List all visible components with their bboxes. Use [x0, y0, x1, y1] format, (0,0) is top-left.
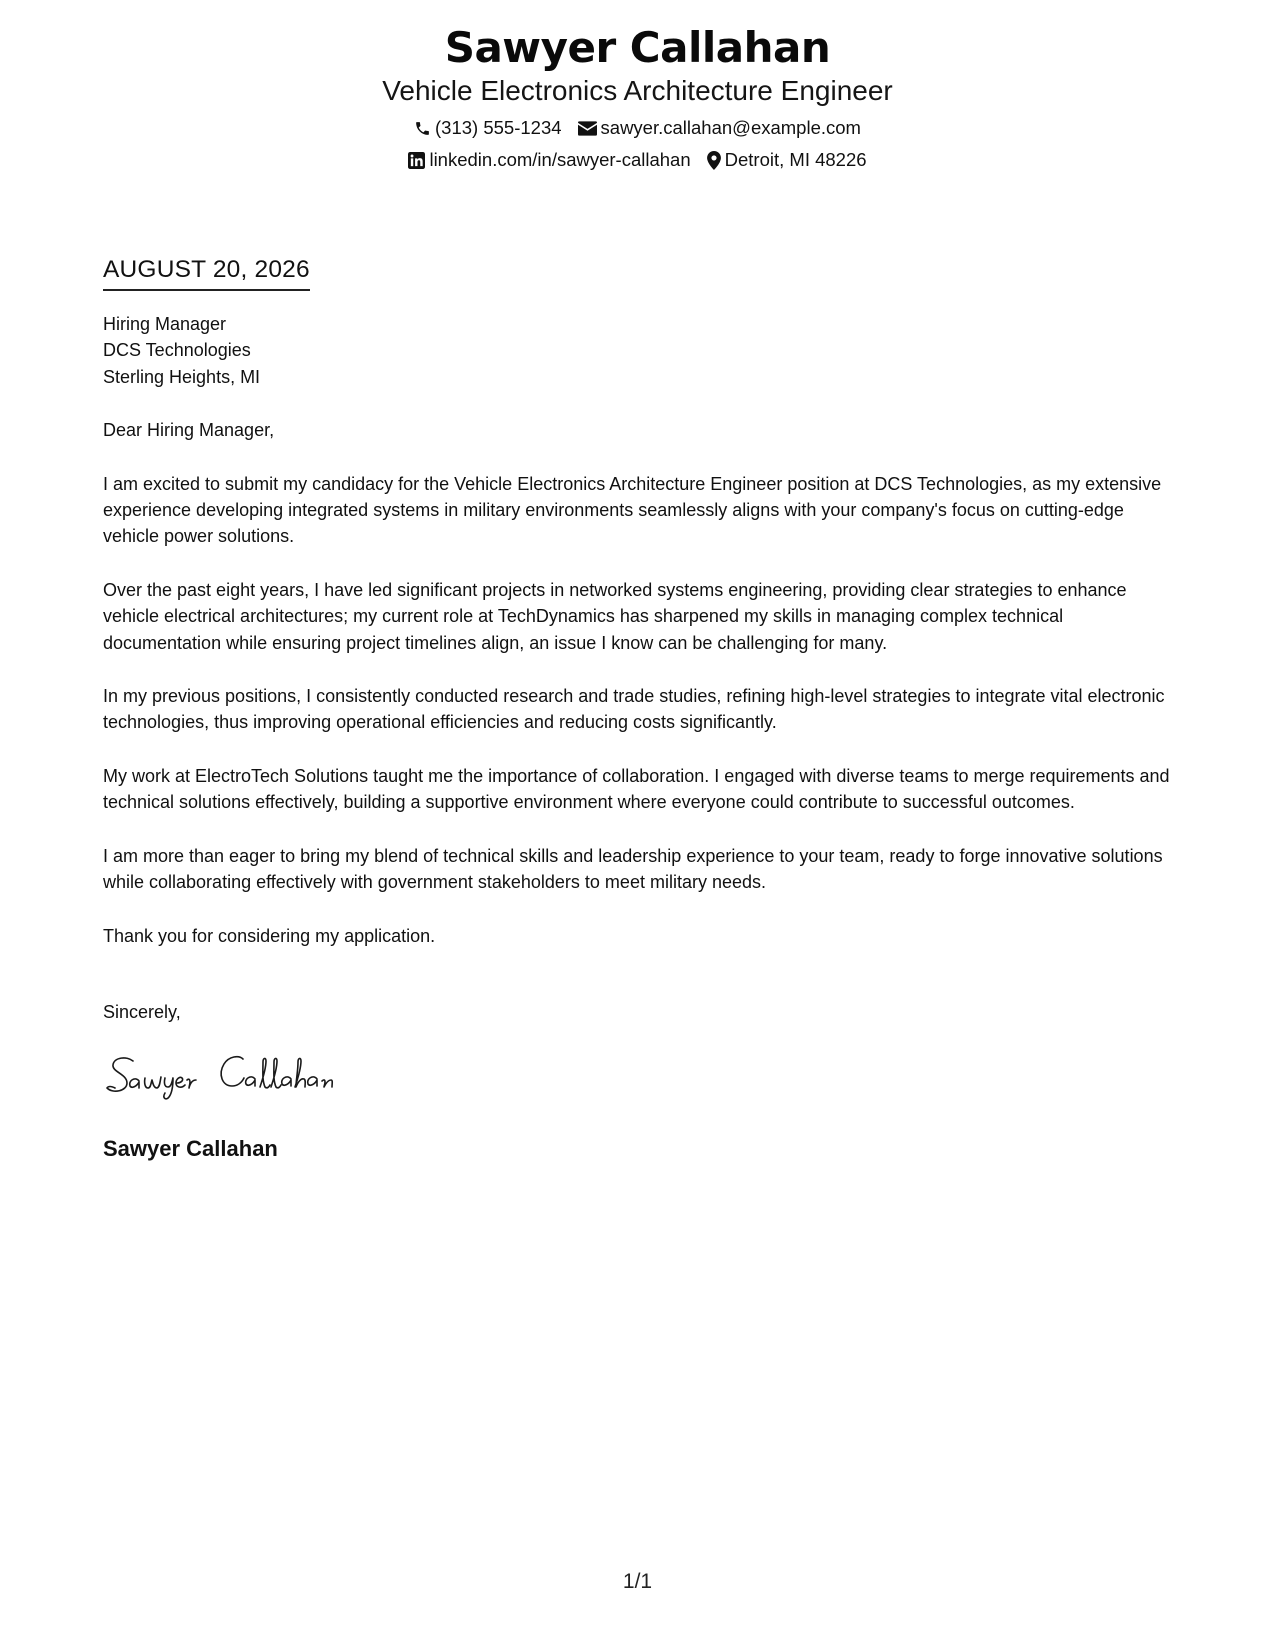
- applicant-name: Sawyer Callahan: [444, 23, 831, 72]
- contact-row-primary: [0, 116, 1275, 140]
- contact-linkedin[interactable]: [408, 148, 690, 172]
- email-address: sawyer.callahan@example.com: [600, 117, 861, 138]
- recipient-company: DCS Technologies: [103, 340, 251, 361]
- contact-location: [707, 148, 867, 172]
- recipient-block: [103, 311, 1173, 390]
- letter-header: [0, 22, 1275, 172]
- signer-name: Sawyer Callahan: [103, 1135, 278, 1161]
- phone-number: (313) 555-1234: [435, 117, 562, 138]
- recipient-name: Hiring Manager: [103, 314, 227, 334]
- phone-icon: [414, 120, 431, 137]
- body-paragraph: Over the past eight years, I have led significant projects in networked systems engineering, providing clear strategies to enhance vehicle electrical architectures; my current role at TechDynamics has sharpened my skills in managing complex technical documentation while ensuring project timelines align, an issue I know can be challenging for many.: [103, 579, 1127, 653]
- body-paragraph: I am more than eager to bring my blend of technical skills and leadership experience to your team, ready to forge innovative solutions while collaborating effectively with government stakeholders to meet military needs.: [103, 845, 1163, 893]
- body-paragraph: I am excited to submit my candidacy for the Vehicle Electronics Architecture Engineer position at DCS Technologies, as my extensive experience developing integrated systems in military environments seamlessly aligns with your company's focus on cutting-edge vehicle power solutions.: [103, 473, 1162, 547]
- body-paragraph: In my previous positions, I consistently conducted research and trade studies, refining high-level strategies to integrate vital electronic technologies, thus improving operational efficiencies and reducing costs significantly.: [103, 686, 1165, 733]
- closing: Sincerely,: [103, 1001, 181, 1022]
- page-number: 1/1: [622, 1570, 653, 1593]
- thank-you-line: Thank you for considering my application.: [103, 925, 436, 946]
- linkedin-url: linkedin.com/in/sawyer-callahan: [429, 149, 691, 170]
- contact-row-secondary: [0, 148, 1275, 172]
- body-paragraph: My work at ElectroTech Solutions taught me the importance of collaboration. I engaged with diverse teams to merge requirements and technical solutions effectively, building a supportive environment where everyone could contribute to successful outcomes.: [103, 765, 1170, 813]
- letter-date: AUGUST 20, 2026: [103, 255, 310, 291]
- contact-email[interactable]: [578, 116, 861, 140]
- linkedin-icon: [408, 152, 425, 169]
- applicant-job-title: Vehicle Electronics Architecture Engineer: [382, 75, 893, 106]
- letter-body: [103, 255, 1173, 1163]
- map-marker-icon: [707, 151, 721, 170]
- location-text: Detroit, MI 48226: [724, 149, 867, 170]
- recipient-location: Sterling Heights, MI: [103, 366, 261, 387]
- envelope-icon: [578, 121, 597, 136]
- contact-phone[interactable]: [414, 116, 562, 140]
- handwritten-signature: [103, 1047, 403, 1107]
- salutation: Dear Hiring Manager,: [103, 420, 275, 441]
